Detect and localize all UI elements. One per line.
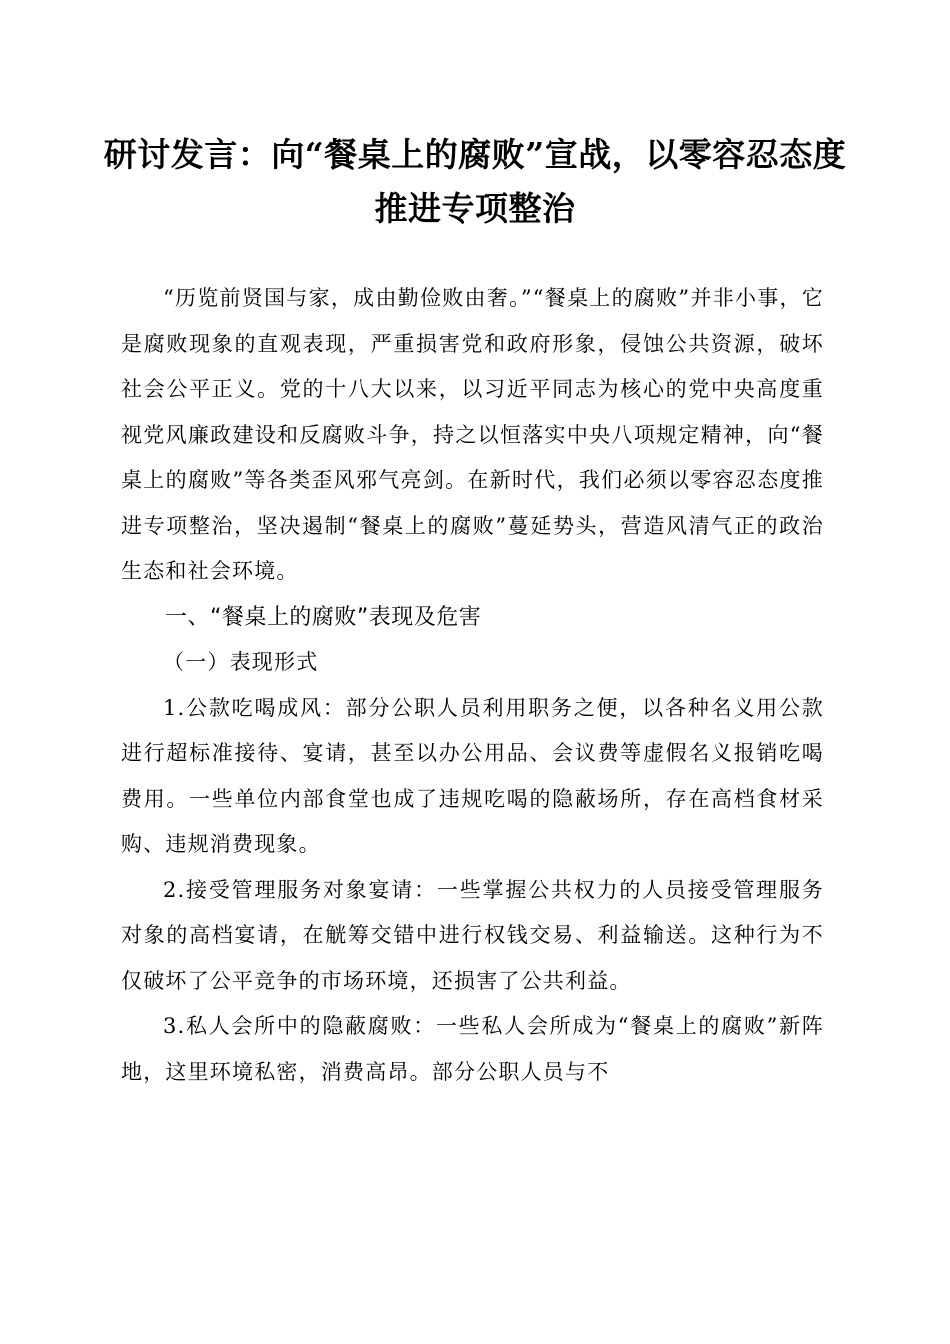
body-paragraph: 1.公款吃喝成风：部分公职人员利用职务之便，以各种名义用公款进行超标准接待、宴请，甚至以办公用品、会议费等虚假名义报销吃喝费用。一些单位内部食堂也成了违规吃喝的隐蔽场所，存在高档食材采购、违规消费现象。: [121, 695, 824, 856]
body-paragraph: 2.接受管理服务对象宴请：一些掌握公共权力的人员接受管理服务对象的高档宴请，在觥筹交错中进行权钱交易、利益输送。这种行为不仅破坏了公平竞争的市场环境，还损害了公共利益。: [121, 877, 824, 993]
section-heading: 一、“餐桌上的腐败”表现及危害: [165, 604, 482, 630]
body-paragraph: 3.私人会所中的隐蔽腐败：一些私人会所成为“餐桌上的腐败”新阵地，这里环境私密，消费高昂。部分公职人员与不: [121, 1014, 824, 1084]
document-body: [121, 276, 824, 1095]
subsection-heading: （一）表现形式: [163, 650, 319, 674]
intro-paragraph: “历览前贤国与家，成由勤俭败由奢。”“餐桌上的腐败”并非小事，它是腐败现象的直观表现，严重损害党和政府形象，侵蚀公共资源，破坏社会公平正义。党的十八大以来，以习近平同志为核心的党中央高度重视党风廉政建设和反腐败斗争，持之以恒落实中央八项规定精神，向“餐桌上的腐败”等各类歪风邪气亮剑。在新时代，我们必须以零容忍态度推进专项整治，坚决遏制“餐桌上的腐败”蔓延势头，营造风清气正的政治生态和社会环境。: [121, 286, 824, 583]
document-title: 研讨发言：向“餐桌上的腐败”宣战，以零容忍态度推进专项整治: [103, 135, 847, 228]
